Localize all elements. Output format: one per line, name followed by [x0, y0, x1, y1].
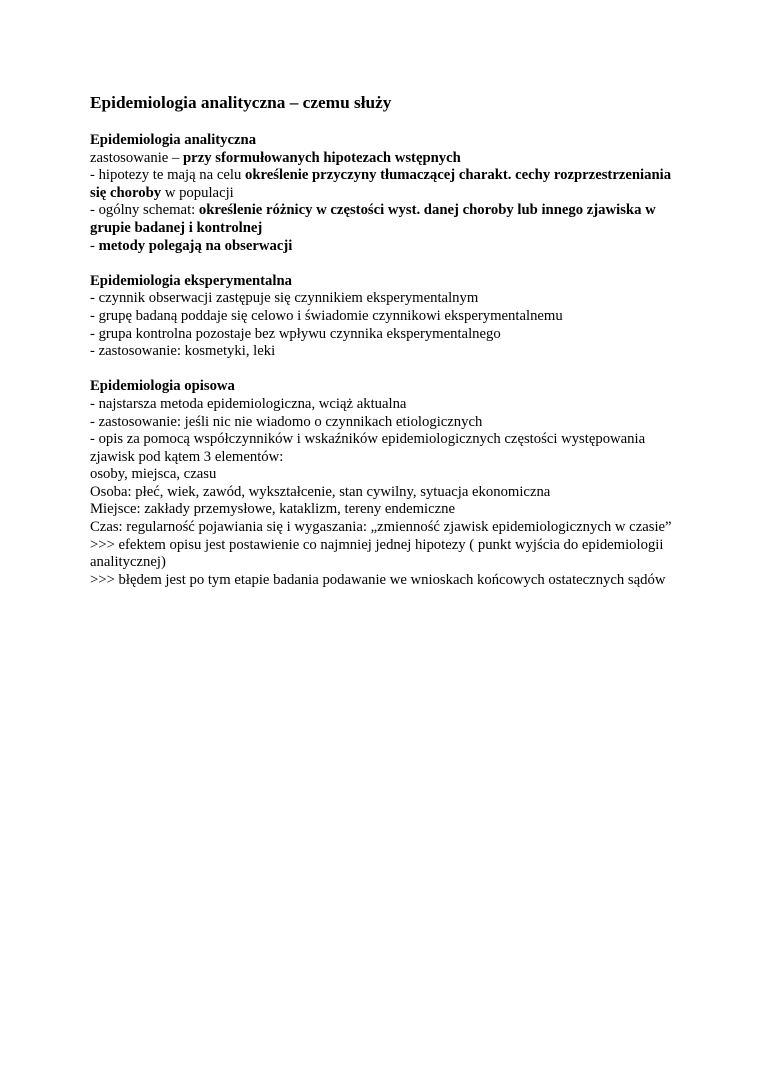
- list-item: >>> efektem opisu jest postawienie co najmniej jednej hipotezy ( punkt wyjścia do epidemiologii analitycznej): [90, 536, 664, 571]
- list-item: - czynnik obserwacji zastępuje się czynnikiem eksperymentalnym: [90, 290, 479, 307]
- bold-run: określenie różnicy w częstości wyst. danej choroby lub innego zjawiska w grupie badanej i kontrolnej: [90, 202, 656, 236]
- paragraph-methods: [90, 238, 680, 256]
- section-heading-experimental: Epidemiologia eksperymentalna: [90, 272, 292, 289]
- list-item: Czas: regularność pojawiania się i wygaszania: „zmienność zjawisk epidemiologicznych w czasie”: [90, 519, 672, 536]
- text-run: w populacji: [161, 184, 234, 201]
- list-item: - zastosowanie: jeśli nic nie wiadomo o czynnikach etiologicznych: [90, 413, 483, 430]
- paragraph-application: [90, 150, 680, 168]
- bold-run: określenie przyczyny tłumaczącej charakt. cechy rozprzestrzeniania się choroby: [90, 167, 672, 201]
- document-title: Epidemiologia analityczna – czemu służy: [90, 93, 392, 112]
- list-item: Miejsce: zakłady przemysłowe, kataklizm, tereny endemiczne: [90, 501, 455, 518]
- list-item: osoby, miejsca, czasu: [90, 466, 217, 483]
- list-item: - opis za pomocą współczynników i wskaźników epidemiologicznych częstości występowania zjawisk pod kątem 3 elementów:: [90, 431, 646, 465]
- list-item: >>> błędem jest po tym etapie badania podawanie we wnioskach końcowych ostatecznych sądów: [90, 571, 666, 588]
- section-analytical: [90, 132, 680, 255]
- section-experimental: [90, 273, 680, 361]
- section-heading-descriptive: Epidemiologia opisowa: [90, 378, 235, 395]
- paragraph-hypotheses: [90, 167, 680, 202]
- text-run: - hipotezy te mają na celu: [90, 167, 245, 184]
- text-run: zastosowanie –: [90, 149, 183, 166]
- paragraph-general-scheme: [90, 202, 680, 237]
- document-page: [90, 92, 680, 607]
- section-heading-analytical: Epidemiologia analityczna: [90, 132, 257, 148]
- list-item: - grupę badaną poddaje się celowo i świadomie czynnikowi eksperymentalnemu: [90, 307, 563, 324]
- list-item: - najstarsza metoda epidemiologiczna, wciąż aktualna: [90, 395, 407, 412]
- text-run: - ogólny schemat:: [90, 202, 199, 219]
- bold-run: przy sformułowanych hipotezach wstępnych: [183, 149, 461, 166]
- text-run: -: [90, 237, 99, 254]
- section-descriptive: [90, 378, 680, 589]
- list-item: - zastosowanie: kosmetyki, leki: [90, 343, 276, 360]
- list-item: Osoba: płeć, wiek, zawód, wykształcenie, stan cywilny, sytuacja ekonomiczna: [90, 483, 551, 500]
- list-item: - grupa kontrolna pozostaje bez wpływu czynnika eksperymentalnego: [90, 325, 501, 342]
- bold-run: metody polegają na obserwacji: [98, 237, 293, 254]
